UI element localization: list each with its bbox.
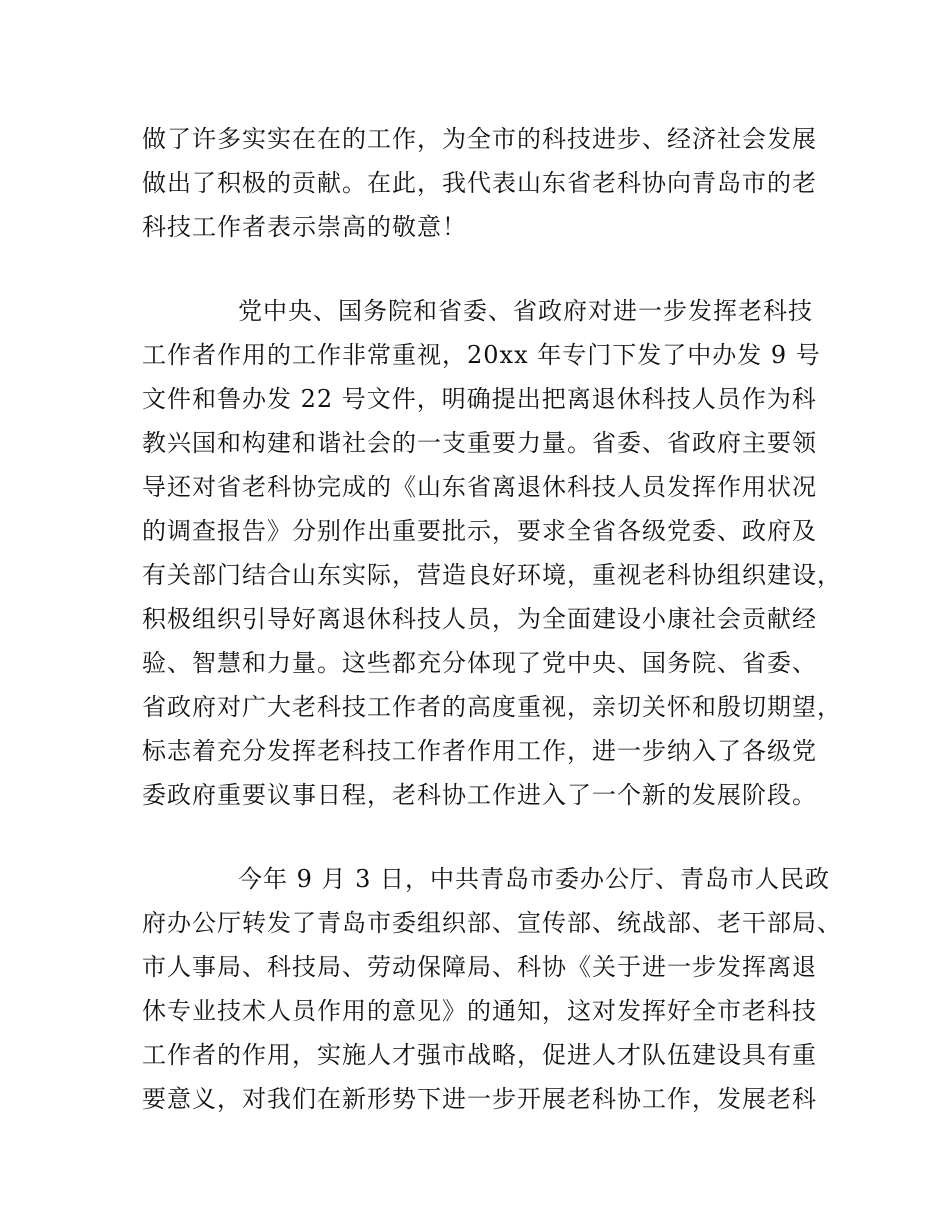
text-line: 党中央、国务院和省委、省政府对进一步发挥老科技 [238, 297, 813, 325]
text-line: 工作者的作用，实施人才强市战略，促进人才队伍建设具有重 [142, 1041, 817, 1069]
text-line: 今年 9 月 3 日，中共青岛市委办公厅、青岛市人民政 [238, 865, 831, 893]
text-line: 文件和鲁办发 22 号文件，明确提出把离退休科技人员作为科 [142, 385, 817, 413]
text-line: 休专业技术人员作用的意见》的通知，这对发挥好全市老科技 [142, 997, 817, 1025]
text-line: 教兴国和构建和谐社会的一支重要力量。省委、省政府主要领 [142, 429, 817, 457]
text-line: 委政府重要议事日程，老科协工作进入了一个新的发展阶段。 [142, 781, 817, 809]
text-line: 要意义，对我们在新形势下进一步开展老科协工作，发展老科 [142, 1085, 817, 1113]
text-line: 有关部门结合山东实际，营造良好环境，重视老科协组织建设， [142, 561, 842, 589]
text-line: 做了许多实实在在的工作，为全市的科技进步、经济社会发展 [142, 125, 817, 153]
text-line: 科技工作者表示崇高的敬意！ [142, 213, 467, 241]
text-line: 工作者作用的工作非常重视，20xx 年专门下发了中办发 9 号 [142, 341, 821, 369]
text-line: 做出了积极的贡献。在此，我代表山东省老科协向青岛市的老 [142, 169, 817, 197]
text-line: 验、智慧和力量。这些都充分体现了党中央、国务院、省委、 [142, 649, 817, 677]
text-line: 的调查报告》分别作出重要批示，要求全省各级党委、政府及 [142, 517, 817, 545]
text-line: 市人事局、科技局、劳动保障局、科协《关于进一步发挥离退 [142, 953, 817, 981]
text-line: 积极组织引导好离退休科技人员，为全面建设小康社会贡献经 [142, 605, 817, 633]
text-line: 标志着充分发挥老科技工作者作用工作，进一步纳入了各级党 [142, 737, 817, 765]
text-line: 导还对省老科协完成的《山东省离退休科技人员发挥作用状况 [142, 473, 817, 501]
text-line: 省政府对广大老科技工作者的高度重视，亲切关怀和殷切期望， [142, 693, 842, 721]
text-line: 府办公厅转发了青岛市委组织部、宣传部、统战部、老干部局、 [142, 909, 842, 937]
